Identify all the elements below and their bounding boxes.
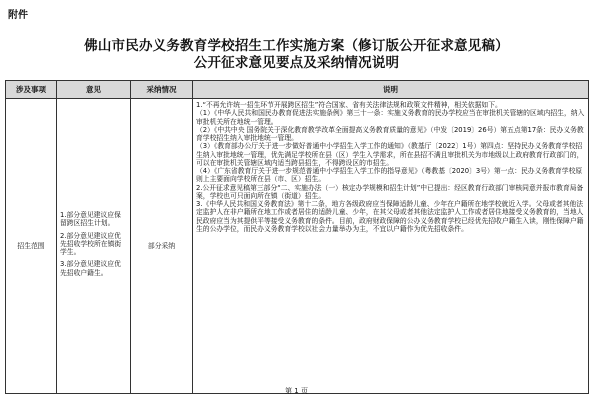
opinion-cell xyxy=(57,99,131,394)
header-topic: 涉及事项 xyxy=(6,81,57,99)
explanation-cell xyxy=(193,99,589,394)
topic-cell: 招生范围 xyxy=(6,99,57,394)
header-opinion: 意见 xyxy=(57,81,131,99)
status-cell: 部分采纳 xyxy=(131,99,193,394)
opinion-table xyxy=(5,80,589,394)
table-row xyxy=(6,99,589,394)
opinion-item: 3.部分意见建议应优先招收户籍生。 xyxy=(60,260,121,277)
explanation-paragraph: （3）《教育部办公厅关于进一步做好普通中小学招生入学工作的通知》（教基厅〔2022〕1号）第四点：坚持民办义务教育学校招生纳入审批地统一管理，优先满足学校所在县（区）学生入学需求，所在县招不满且审批机关为市地级以上政府教育行政部门的，可以在审批机关管辖区域内适当跨县招生，不得跨设区的市招生。 xyxy=(196,142,584,167)
explanation-paragraph: 2.公开征求意见稿第三部分“二、实施办法（一）核定办学规模和招生计划”中已提出：经区教育行政部门审核同意并报市教育局备案，学校也可只面向所在镇（街道）招生。 xyxy=(196,183,584,200)
attachment-label: 附件 xyxy=(8,10,28,21)
table-header-row xyxy=(6,81,589,99)
explanation-paragraph: （1）《中华人民共和国民办教育促进法实施条例》第三十一条：实施义务教育的民办学校应当在审批机关管辖的区域内招生，纳入审批机关所在地统一管理。 xyxy=(196,109,585,126)
explanation-paragraph: 3.《中华人民共和国义务教育法》第十二条，地方各级政府应当保障适龄儿童、少年在户籍所在地学校就近入学。父母或者其他法定监护人在非户籍所在地工作或者居住的适龄儿童、少年，在其父母或者其他法定监护人工作或者居住地接受义务教育的，当地人民政府应当为其提供平等接受义务教育的条件。目前，政府财政保障的公办义务教育学校已经优先招收户籍生入读，刚性保障户籍生的公办学位，而民办义务教育学校以社会力量举办为主，不宜以户籍作为优先招收条件。 xyxy=(196,200,584,233)
document-title: 佛山市民办义务教育学校招生工作实施方案（修订版公开征求意见稿） xyxy=(84,38,509,54)
header-explanation: 说明 xyxy=(193,81,589,99)
document-subtitle: 公开征求意见要点及采纳情况说明 xyxy=(193,55,400,71)
explanation-paragraph: （4）《广东省教育厅关于进一步规范普通中小学招生入学工作的指导意见》（粤教基〔2020〕3号）第一点：民办义务教育学校原则上主要面向学校所在县（市、区）招生。 xyxy=(196,167,583,184)
page-number: 第 1 页 xyxy=(285,387,308,395)
explanation-paragraph: （2）《中共中央 国务院关于深化教育教学改革全面提高义务教育质量的意见》（中发〔2019〕26号）第五点第17条：民办义务教育学校招生纳入审批地统一管理。 xyxy=(196,125,584,142)
header-status: 采纳情况 xyxy=(131,81,193,99)
opinion-item: 1.部分意见建议应保留跨区招生计划。 xyxy=(60,211,121,228)
explanation-paragraph: 1.“不再允许统一招生环节开展跨区招生”符合国家、省有关法律法规和政策文件精神，相关依据如下。 xyxy=(196,101,502,109)
opinion-item: 2.部分意见建议应优先招收学校所在镇街学生。 xyxy=(60,231,122,257)
